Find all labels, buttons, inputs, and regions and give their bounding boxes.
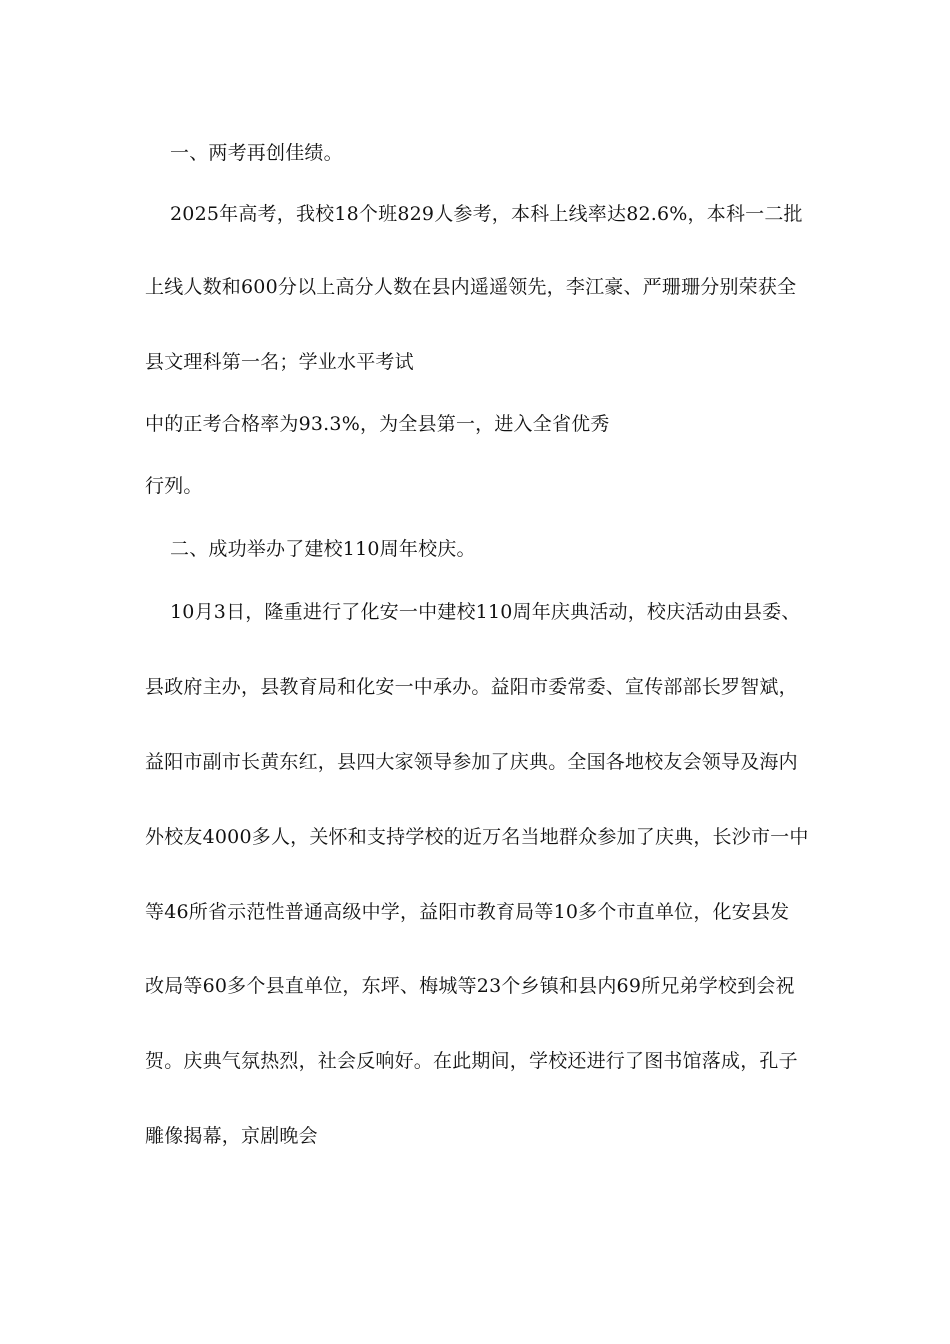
paragraph-line: 县文理科第一名；学业水平考试: [145, 351, 414, 373]
paragraph-line: 上线人数和600分以上高分人数在县内遥遥领先，李江豪、严珊珊分别荣获全: [145, 276, 797, 298]
paragraph-line: 2025年高考，我校18个班829人参考，本科上线率达82.6%，本科一二批: [170, 203, 803, 225]
paragraph-line: 10月3日，隆重进行了化安一中建校110周年庆典活动，校庆活动由县委、: [170, 601, 801, 623]
paragraph-line: 贺。庆典气氛热烈，社会反响好。在此期间，学校还进行了图书馆落成，孔子: [145, 1050, 798, 1072]
paragraph-line: 益阳市副市长黄东红，县四大家领导参加了庆典。全国各地校友会领导及海内: [145, 751, 798, 773]
paragraph-line: 县政府主办，县教育局和化安一中承办。益阳市委常委、宣传部部长罗智斌，: [145, 676, 798, 698]
paragraph-line: 改局等60多个县直单位，东坪、梅城等23个乡镇和县内69所兄弟学校到会祝: [145, 975, 795, 997]
paragraph-line: 行列。: [145, 475, 203, 497]
section-heading-2: 二、成功举办了建校110周年校庆。: [170, 538, 476, 560]
paragraph-line: 雕像揭幕，京剧晚会: [145, 1125, 318, 1147]
paragraph-line: 外校友4000多人，关怀和支持学校的近万名当地群众参加了庆典，长沙市一中: [145, 826, 809, 848]
section-heading-1: 一、两考再创佳绩。: [170, 142, 343, 164]
paragraph-line: 中的正考合格率为93.3%，为全县第一，进入全省优秀: [145, 413, 610, 435]
paragraph-line: 等46所省示范性普通高级中学，益阳市教育局等10多个市直单位，化安县发: [145, 901, 790, 923]
